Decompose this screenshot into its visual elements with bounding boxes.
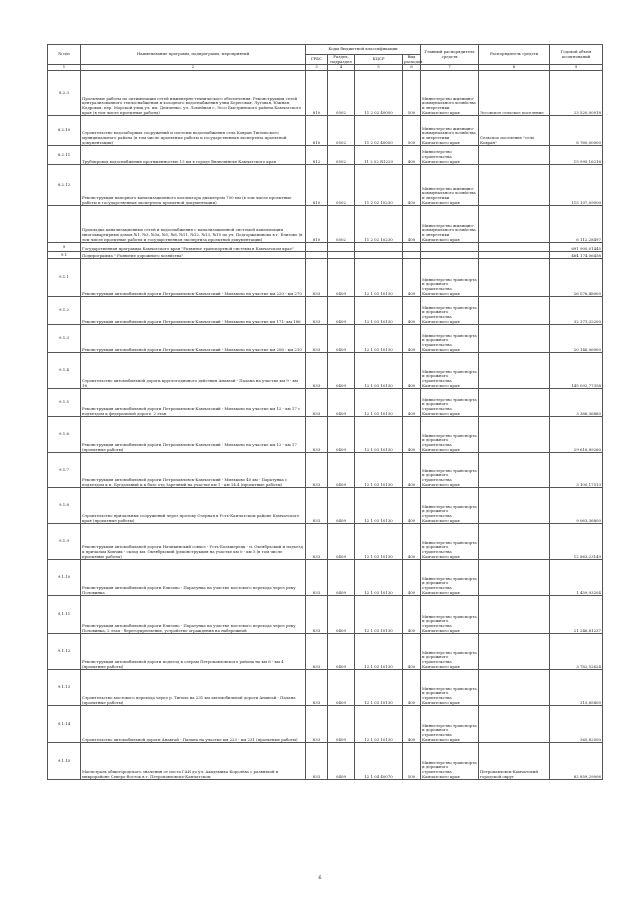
table-row xyxy=(48,560,603,596)
cell-vid: 400 xyxy=(403,206,421,243)
cell-grbs xyxy=(306,252,328,259)
cell-grbs: 833 xyxy=(306,389,328,417)
cell-manager xyxy=(479,297,550,325)
cell-num: 9.1.2 xyxy=(48,297,81,325)
cell-ksr: 12 1 03 10130 xyxy=(355,596,403,634)
cell-ksr: 11 2 02 40050 xyxy=(355,71,403,116)
cell-ksr xyxy=(355,252,403,259)
cell-ksr: 12 1 03 10130 xyxy=(355,259,403,297)
cell-sum: 464 174,06458 xyxy=(550,252,603,259)
cell-razdel: 0502 xyxy=(328,165,355,206)
cell-razdel: 0409 xyxy=(328,524,355,560)
cell-name: Прокладка канализационных сетей и водоснабжения с канализационной системой канализации многоквартирных домов №1, №3, №3а, №5, №8, №11, №12, №13, №15 по ул. Подгоржанинова в г. Елизово (в том числе проектные работы и государственная экспертиза проектной документации) xyxy=(81,206,306,243)
cell-razdel: 0409 xyxy=(328,259,355,297)
cell-sum: 145 002,77358 xyxy=(550,353,603,389)
cell-razdel: 0409 xyxy=(328,353,355,389)
cell-razdel: 0409 xyxy=(328,417,355,453)
cell-vid: 500 xyxy=(403,116,421,146)
table-row xyxy=(48,634,603,670)
cell-name: Магистраль общегородского значения от поста ГАИ до ул. Академика Королёва с развязкой в микрорайоне Северо-Восток в г. Петропавловске-Камчатском xyxy=(81,743,306,780)
cell-manager: Сельское поселение "село Ковран" xyxy=(479,116,550,146)
cell-ksr: 12 1 03 10130 xyxy=(355,634,403,670)
table-row xyxy=(48,243,603,252)
cell-sum: 691 900,01445 xyxy=(550,243,603,252)
cell-ksr: 12 1 03 10130 xyxy=(355,325,403,353)
cell-sum: 15 995,16216 xyxy=(550,146,603,165)
cell-num: 8.2.12 xyxy=(48,165,81,206)
cell-razdel: 0409 xyxy=(328,488,355,524)
cell-name: Строительство мостового перехода через р. Тигиль на 231 км автомобильной дороги Анавгай - Палана (проектные работы) xyxy=(81,670,306,706)
cell-razdel: 0409 xyxy=(328,389,355,417)
cell-manager xyxy=(479,453,550,488)
cell-vid: 400 xyxy=(403,524,421,560)
cell-ksr: 12 1 03 10130 xyxy=(355,297,403,325)
cell-razdel: 0409 xyxy=(328,670,355,706)
cell-grbs: 833 xyxy=(306,417,328,453)
cell-sum: 21 246,81237 xyxy=(550,596,603,634)
table-row xyxy=(48,389,603,417)
cell-ksr: 12 1 03 10130 xyxy=(355,670,403,706)
cell-manager xyxy=(479,146,550,165)
cell-vid xyxy=(403,243,421,252)
cell-manager xyxy=(479,165,550,206)
table-row xyxy=(48,252,603,259)
cell-main-manager: Министерство транспорта и дорожного строительства Камчатского края xyxy=(421,453,479,488)
table-row xyxy=(48,71,603,116)
cell-ksr: 11 2 02 10230 xyxy=(355,165,403,206)
cell-grbs: 833 xyxy=(306,453,328,488)
cell-grbs: 810 xyxy=(306,165,328,206)
cell-razdel: 0409 xyxy=(328,453,355,488)
cell-razdel: 0409 xyxy=(328,560,355,596)
cell-name: Реконструкция автомобильной дороги Петропавловск-Камчатский - Мильково на участке км 220 - км 270 xyxy=(81,259,306,297)
page-number: 6 xyxy=(318,875,322,881)
table-row xyxy=(48,297,603,325)
cell-manager xyxy=(479,252,550,259)
cell-name: Реконструкция автомобильной дороги Петропавловск-Камчатский - Мильково на участке км 12 - км 17 (проектные работы) xyxy=(81,417,306,453)
cell-vid: 400 xyxy=(403,560,421,596)
cell-name: Трубопровод водоснабжения протяженностью 13 км в городе Вилючинске Камчатского края xyxy=(81,146,306,165)
cell-manager xyxy=(479,417,550,453)
cell-manager xyxy=(479,706,550,743)
cell-grbs: 810 xyxy=(306,206,328,243)
cell-grbs: 812 xyxy=(306,146,328,165)
cell-num: 9.1 xyxy=(48,252,81,259)
table-row xyxy=(48,353,603,389)
header-budget-codes: Коды бюджетной классификации xyxy=(306,45,421,55)
cell-vid: 400 xyxy=(403,165,421,206)
cell-manager xyxy=(479,634,550,670)
cell-ksr: 12 1 03 10130 xyxy=(355,453,403,488)
header-grbs: ГРБС xyxy=(306,55,328,65)
cell-sum: 82 859,29006 xyxy=(550,743,603,780)
appropriations-table xyxy=(47,44,603,780)
cell-sum: 26 076,48000 xyxy=(550,259,603,297)
cell-razdel: 0409 xyxy=(328,706,355,743)
cell-vid: 400 xyxy=(403,353,421,389)
cell-vid: 400 xyxy=(403,706,421,743)
cell-name: Проектные работы по оптимизации сетей инженерно-технического обеспечения. Реконструкция сетей централизованного теплоснабжения и холодного водоснабжения улиц Береговая, Луговая, Южная, Кедровая, пер. Морской улиц ул. им. Демченко, ул. Ломейная с. Эссо Быстринского района Камчатского края (в том числе проектные работы) xyxy=(81,71,306,116)
cell-grbs: 833 xyxy=(306,524,328,560)
cell-main-manager: Министерство строительства Камчатского края xyxy=(421,146,479,165)
cell-grbs: 833 xyxy=(306,488,328,524)
header-ksr: КЦСР xyxy=(355,55,403,65)
cell-main-manager xyxy=(421,243,479,252)
cell-num: 9.1.10 xyxy=(48,560,81,596)
cell-vid: 400 xyxy=(403,297,421,325)
cell-grbs: 833 xyxy=(306,706,328,743)
column-index-cell: 8 xyxy=(479,65,550,71)
column-index-cell: 6 xyxy=(403,65,421,71)
cell-ksr: 12 1 04 40070 xyxy=(355,743,403,780)
cell-vid: 400 xyxy=(403,259,421,297)
cell-manager xyxy=(479,206,550,243)
cell-num: 8.2.3 xyxy=(48,71,81,116)
cell-main-manager: Министерство транспорта и дорожного строительства Камчатского края xyxy=(421,259,479,297)
cell-main-manager: Министерство жилищно-коммунального хозяйства и энергетики Камчатского края xyxy=(421,71,479,116)
cell-grbs: 833 xyxy=(306,670,328,706)
table-row xyxy=(48,743,603,780)
header-main-manager: Главный распорядитель средств xyxy=(421,45,479,65)
column-index-cell: 9 xyxy=(550,65,603,71)
cell-main-manager: Министерство транспорта и дорожного строительства Камчатского края xyxy=(421,743,479,780)
cell-main-manager: Министерство транспорта и дорожного строительства Камчатского края xyxy=(421,706,479,743)
header-name: Наименование программ, подпрограмм, мероприятий xyxy=(81,45,306,65)
cell-grbs xyxy=(306,243,328,252)
cell-name: Строительство автомобильной дороги круглогодичного действия Анавгай - Палана на участке км 9 - км 16 xyxy=(81,353,306,389)
cell-manager xyxy=(479,670,550,706)
cell-name: Реконструкция автомобильной дороги Петропавловск-Камчатский - Мильково на участке км 171- км 186 xyxy=(81,297,306,325)
cell-razdel xyxy=(328,243,355,252)
cell-num: 9.1.12 xyxy=(48,634,81,670)
cell-vid: 400 xyxy=(403,670,421,706)
cell-main-manager: Министерство транспорта и дорожного строительства Камчатского края xyxy=(421,670,479,706)
column-index-cell: 1 xyxy=(48,65,81,71)
cell-sum: 12 863,23149 xyxy=(550,524,603,560)
cell-name: Строительство причальных сооружений через протоку Озерная в Усть-Камчатском районе Камчатского края (проектные работы) xyxy=(81,488,306,524)
cell-manager: Петропавловск-Камчатский городской округ xyxy=(479,743,550,780)
cell-sum: 3 100,17513 xyxy=(550,453,603,488)
cell-name: Реконструкция автомобильной дороги Елизово - Паратунка на участке мостового перехода через реку Половинка, 2 этап - берегоукрепление, устройство ограждения на набережной xyxy=(81,596,306,634)
cell-manager xyxy=(479,243,550,252)
cell-ksr: 11 2 02 40050 xyxy=(355,116,403,146)
cell-razdel: 0409 xyxy=(328,743,355,780)
cell-num: 9.1.11 xyxy=(48,596,81,634)
cell-manager xyxy=(479,560,550,596)
cell-razdel: 0409 xyxy=(328,596,355,634)
cell-num xyxy=(48,206,81,243)
cell-name: Государственная программа Камчатского края "Развитие транспортной системы в Камчатском крае" xyxy=(81,243,306,252)
cell-main-manager: Министерство жилищно-коммунального хозяйства и энергетики Камчатского края xyxy=(421,206,479,243)
cell-manager xyxy=(479,596,550,634)
table-row xyxy=(48,670,603,706)
cell-manager xyxy=(479,325,550,353)
cell-sum: 32 371,32200 xyxy=(550,297,603,325)
column-index-cell: 3 xyxy=(306,65,328,71)
table-row xyxy=(48,524,603,560)
cell-vid xyxy=(403,252,421,259)
cell-razdel: 0502 xyxy=(328,206,355,243)
cell-sum: 365,82500 xyxy=(550,706,603,743)
cell-main-manager: Министерство транспорта и дорожного строительства Камчатского края xyxy=(421,488,479,524)
cell-vid: 500 xyxy=(403,71,421,116)
cell-sum: 23 520,00018 xyxy=(550,71,603,116)
column-index-cell: 2 xyxy=(81,65,306,71)
cell-num: 9.1.4 xyxy=(48,353,81,389)
cell-name: Строительство водозаборных сооружений и системы водоснабжения села Ковран Тигильского муниципального района (в том числе проектные работы и государственная экспертиза проектной документации) xyxy=(81,116,306,146)
cell-name: Реконструкция автомобильной дороги Елизово - Паратунка на участке мостового перехода через реку Половинка xyxy=(81,560,306,596)
table-row xyxy=(48,706,603,743)
cell-main-manager xyxy=(421,252,479,259)
cell-manager xyxy=(479,524,550,560)
cell-name: Реконструкция автомобильной дороги Начикинский совхоз - Усть-Большерецк - п. Октябрьский и подъезд к причалам Кихчик - склад км. Октябрьский (реконструкция на участке км 0 - км 5 (в том числе проектные работы) xyxy=(81,524,306,560)
cell-vid: 500 xyxy=(403,743,421,780)
header-num: № п/п xyxy=(48,45,81,65)
cell-sum: 9 063,36800 xyxy=(550,488,603,524)
table-row xyxy=(48,325,603,353)
cell-grbs: 833 xyxy=(306,325,328,353)
table-row xyxy=(48,146,603,165)
table-row xyxy=(48,116,603,146)
cell-vid: 400 xyxy=(403,596,421,634)
cell-grbs: 833 xyxy=(306,297,328,325)
cell-razdel: 0502 xyxy=(328,71,355,116)
cell-num: 8.2.11 xyxy=(48,146,81,165)
cell-num: 9.1.8 xyxy=(48,488,81,524)
table-row xyxy=(48,453,603,488)
cell-grbs: 833 xyxy=(306,743,328,780)
cell-name: Реконструкция автомобильной дороги подъезд к озерам Петропавловского района на км 6 - км 4 (проектные работы) xyxy=(81,634,306,670)
cell-main-manager: Министерство жилищно-коммунального хозяйства и энергетики Камчатского края xyxy=(421,165,479,206)
cell-name: Реконструкция автомобильной дороги Петропавловск-Камчатский - Мильково на участке км 206 - км 210 xyxy=(81,325,306,353)
column-index-cell: 7 xyxy=(421,65,479,71)
cell-grbs: 833 xyxy=(306,353,328,389)
cell-vid: 400 xyxy=(403,634,421,670)
table-row xyxy=(48,206,603,243)
cell-sum: 3 782,52624 xyxy=(550,634,603,670)
cell-main-manager: Министерство жилищно-коммунального хозяйства и энергетики Камчатского края xyxy=(421,116,479,146)
cell-vid: 400 xyxy=(403,453,421,488)
cell-sum: 6 112,28497 xyxy=(550,206,603,243)
cell-ksr: 12 1 03 10130 xyxy=(355,706,403,743)
cell-manager xyxy=(479,259,550,297)
cell-sum: 20 146,06900 xyxy=(550,325,603,353)
cell-vid: 400 xyxy=(403,389,421,417)
column-index-cell: 4 xyxy=(328,65,355,71)
cell-sum: 3 386,36860 xyxy=(550,389,603,417)
cell-num: 9.1.5 xyxy=(48,389,81,417)
cell-num: 9.1.15 xyxy=(48,743,81,780)
header-manager: Распорядитель средств xyxy=(479,45,550,65)
table-row xyxy=(48,417,603,453)
cell-name: Реконструкция автомобильной дороги Петропавловск-Камчатский - Мильково 40 км - Паратунка с подъездом к п. Бугдальный и к базе отд Заречный на участке км 1 - км 14.4 (проектные работы) xyxy=(81,453,306,488)
cell-razdel xyxy=(328,252,355,259)
cell-vid: 400 xyxy=(403,488,421,524)
cell-razdel: 0409 xyxy=(328,325,355,353)
cell-razdel: 0409 xyxy=(328,297,355,325)
cell-num: 9.1.14 xyxy=(48,706,81,743)
cell-grbs: 810 xyxy=(306,71,328,116)
cell-manager: Эссовское сельское поселение xyxy=(479,71,550,116)
cell-ksr: 12 1 03 10130 xyxy=(355,389,403,417)
cell-num: 9.1.9 xyxy=(48,524,81,560)
cell-ksr: 12 1 03 10130 xyxy=(355,560,403,596)
cell-grbs: 833 xyxy=(306,259,328,297)
cell-main-manager: Министерство транспорта и дорожного строительства Камчатского края xyxy=(421,389,479,417)
cell-manager xyxy=(479,389,550,417)
cell-vid: 400 xyxy=(403,146,421,165)
cell-vid: 400 xyxy=(403,325,421,353)
cell-ksr: 12 1 03 10130 xyxy=(355,353,403,389)
cell-num: 9 xyxy=(48,243,81,252)
cell-name: Строительство автомобильной дороги Анавгай - Палана на участке км 223 - км 231 (проектные работы) xyxy=(81,706,306,743)
cell-main-manager: Министерство транспорта и дорожного строительства Камчатского края xyxy=(421,417,479,453)
cell-name: Реконструкция автомобильной дороги Петропавловск-Камчатский - Мильково на участке км 12 - км 17 с подъездом к федеральной дороге. 2 этап xyxy=(81,389,306,417)
cell-main-manager: Министерство транспорта и дорожного строительства Камчатского края xyxy=(421,596,479,634)
cell-razdel: 0409 xyxy=(328,634,355,670)
cell-sum: 315,85800 xyxy=(550,670,603,706)
cell-name: Реконструкция напорного канализационного коллектора диаметром 700 мм (в том числе проектные работы и государственная экспертиза проектной документации) xyxy=(81,165,306,206)
cell-ksr: 12 1 03 10130 xyxy=(355,488,403,524)
cell-num: 9.1.3 xyxy=(48,325,81,353)
cell-grbs: 810 xyxy=(306,116,328,146)
cell-main-manager: Министерство транспорта и дорожного строительства Камчатского края xyxy=(421,524,479,560)
cell-grbs: 833 xyxy=(306,634,328,670)
cell-razdel: 0502 xyxy=(328,116,355,146)
cell-num: 9.1.7 xyxy=(48,453,81,488)
cell-razdel: 0502 xyxy=(328,146,355,165)
cell-ksr: 11 2 02 R1220 xyxy=(355,146,403,165)
table-row xyxy=(48,259,603,297)
column-index-cell: 5 xyxy=(355,65,403,71)
cell-main-manager: Министерство транспорта и дорожного строительства Камчатского края xyxy=(421,634,479,670)
header-annual: Годовой объем ассигнований xyxy=(550,45,603,65)
cell-ksr xyxy=(355,243,403,252)
cell-ksr: 12 1 03 10130 xyxy=(355,524,403,560)
header-razdel: Раздел, подраздел xyxy=(328,55,355,65)
cell-num: 9.1.1 xyxy=(48,259,81,297)
cell-vid: 400 xyxy=(403,417,421,453)
cell-main-manager: Министерство транспорта и дорожного строительства Камчатского края xyxy=(421,353,479,389)
cell-main-manager: Министерство транспорта и дорожного строительства Камчатского края xyxy=(421,560,479,596)
table-row xyxy=(48,165,603,206)
header-vid: Вид расходов xyxy=(404,54,423,64)
table-row xyxy=(48,596,603,634)
cell-name: Подпрограмма " Развитие дорожного хозяйства" xyxy=(81,252,306,259)
cell-sum: 8 760,00000 xyxy=(550,116,603,146)
cell-num: 9.1.6 xyxy=(48,417,81,453)
table-row xyxy=(48,488,603,524)
cell-sum: 1 459,93204 xyxy=(550,560,603,596)
cell-manager xyxy=(479,488,550,524)
cell-grbs: 833 xyxy=(306,596,328,634)
cell-num: 9.1.13 xyxy=(48,670,81,706)
cell-ksr: 11 2 02 10230 xyxy=(355,206,403,243)
cell-grbs: 833 xyxy=(306,560,328,596)
cell-main-manager: Министерство транспорта и дорожного строительства Камчатского края xyxy=(421,325,479,353)
cell-sum: 29 616,89260 xyxy=(550,417,603,453)
cell-ksr: 12 1 03 10130 xyxy=(355,417,403,453)
cell-sum: 115 107,09000 xyxy=(550,165,603,206)
cell-main-manager: Министерство транспорта и дорожного строительства Камчатского края xyxy=(421,297,479,325)
cell-manager xyxy=(479,353,550,389)
cell-num: 8.2.10 xyxy=(48,116,81,146)
